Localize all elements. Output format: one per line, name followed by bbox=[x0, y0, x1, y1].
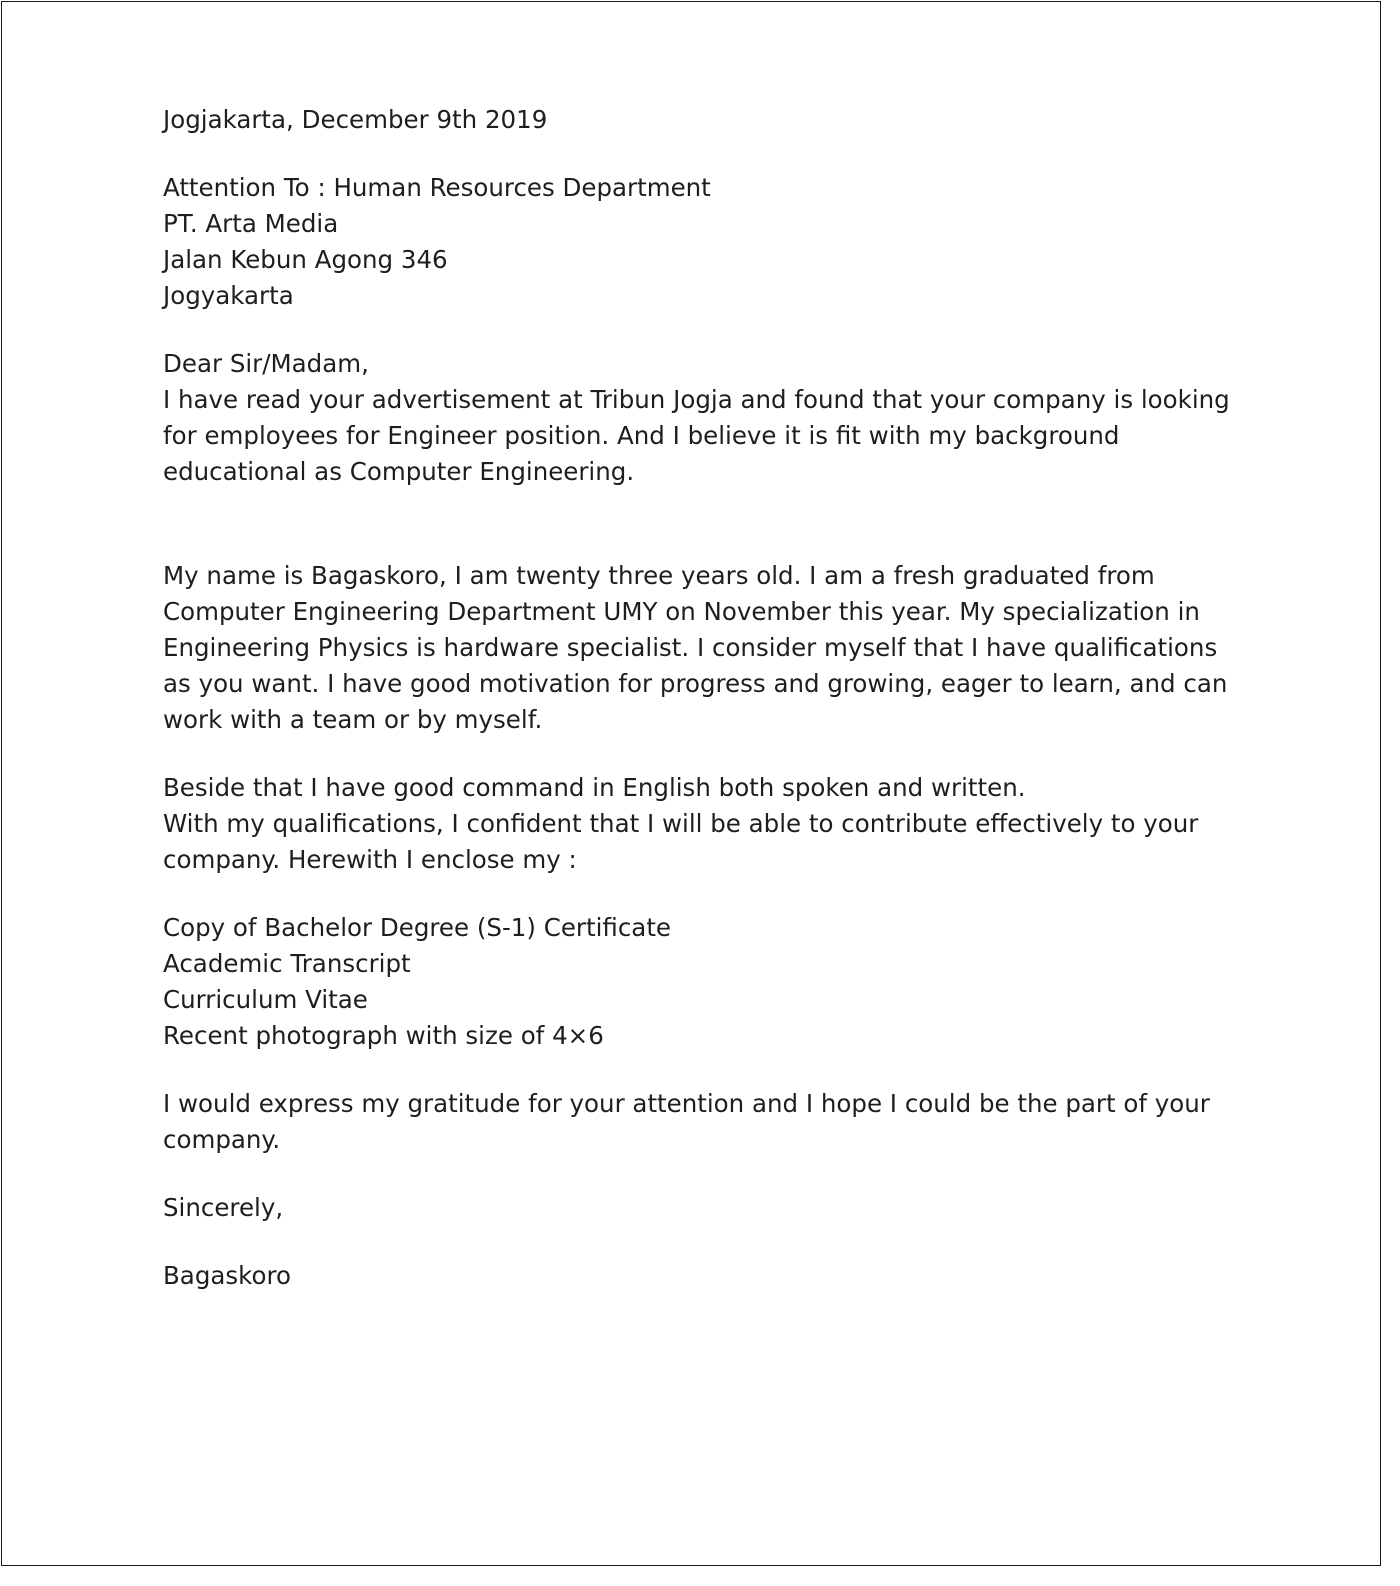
cover-letter-body bbox=[163, 102, 1243, 1294]
salutation: Dear Sir/Madam, bbox=[163, 349, 369, 378]
enclosure-item: Academic Transcript bbox=[163, 949, 411, 978]
recipient-block bbox=[163, 170, 1243, 314]
paragraph-intro: I have read your advertisement at Tribun Jogja and found that your company is looking for employees for Engineer position. And I believe it is fit with my background educational as Computer Engineering. bbox=[163, 385, 1238, 486]
closing: Sincerely, bbox=[163, 1193, 284, 1222]
enclosure-list bbox=[163, 910, 1243, 1054]
recipient-city: Jogyakarta bbox=[163, 281, 294, 310]
enclosure-item: Recent photograph with size of 4×6 bbox=[163, 1021, 604, 1050]
paragraph-about: My name is Bagaskoro, I am twenty three years old. I am a fresh graduated from Computer Engineering Department UMY on November this year. My specialization in Engineering Physics is hardware specialist. I consider myself that I have qualifications as you want. I have good motivation for progress and growing, eager to learn, and can work with a team or by myself. bbox=[163, 561, 1236, 734]
recipient-street: Jalan Kebun Agong 346 bbox=[163, 245, 448, 274]
signature: Bagaskoro bbox=[163, 1261, 291, 1290]
paragraph-gratitude: I would express my gratitude for your attention and I hope I could be the part of your company. bbox=[163, 1089, 1218, 1154]
enclosure-item: Curriculum Vitae bbox=[163, 985, 368, 1014]
paragraph-enclose: With my qualifications, I confident that I will be able to contribute effectively to your company. Herewith I enclose my : bbox=[163, 809, 1207, 874]
recipient-attention: Attention To : Human Resources Department bbox=[163, 173, 711, 202]
enclosure-item: Copy of Bachelor Degree (S-1) Certificate bbox=[163, 913, 671, 942]
paragraph-english: Beside that I have good command in English both spoken and written. bbox=[163, 773, 1026, 802]
date-line: Jogjakarta, December 9th 2019 bbox=[163, 105, 548, 134]
recipient-company: PT. Arta Media bbox=[163, 209, 339, 238]
letter-page bbox=[1, 1, 1381, 1566]
